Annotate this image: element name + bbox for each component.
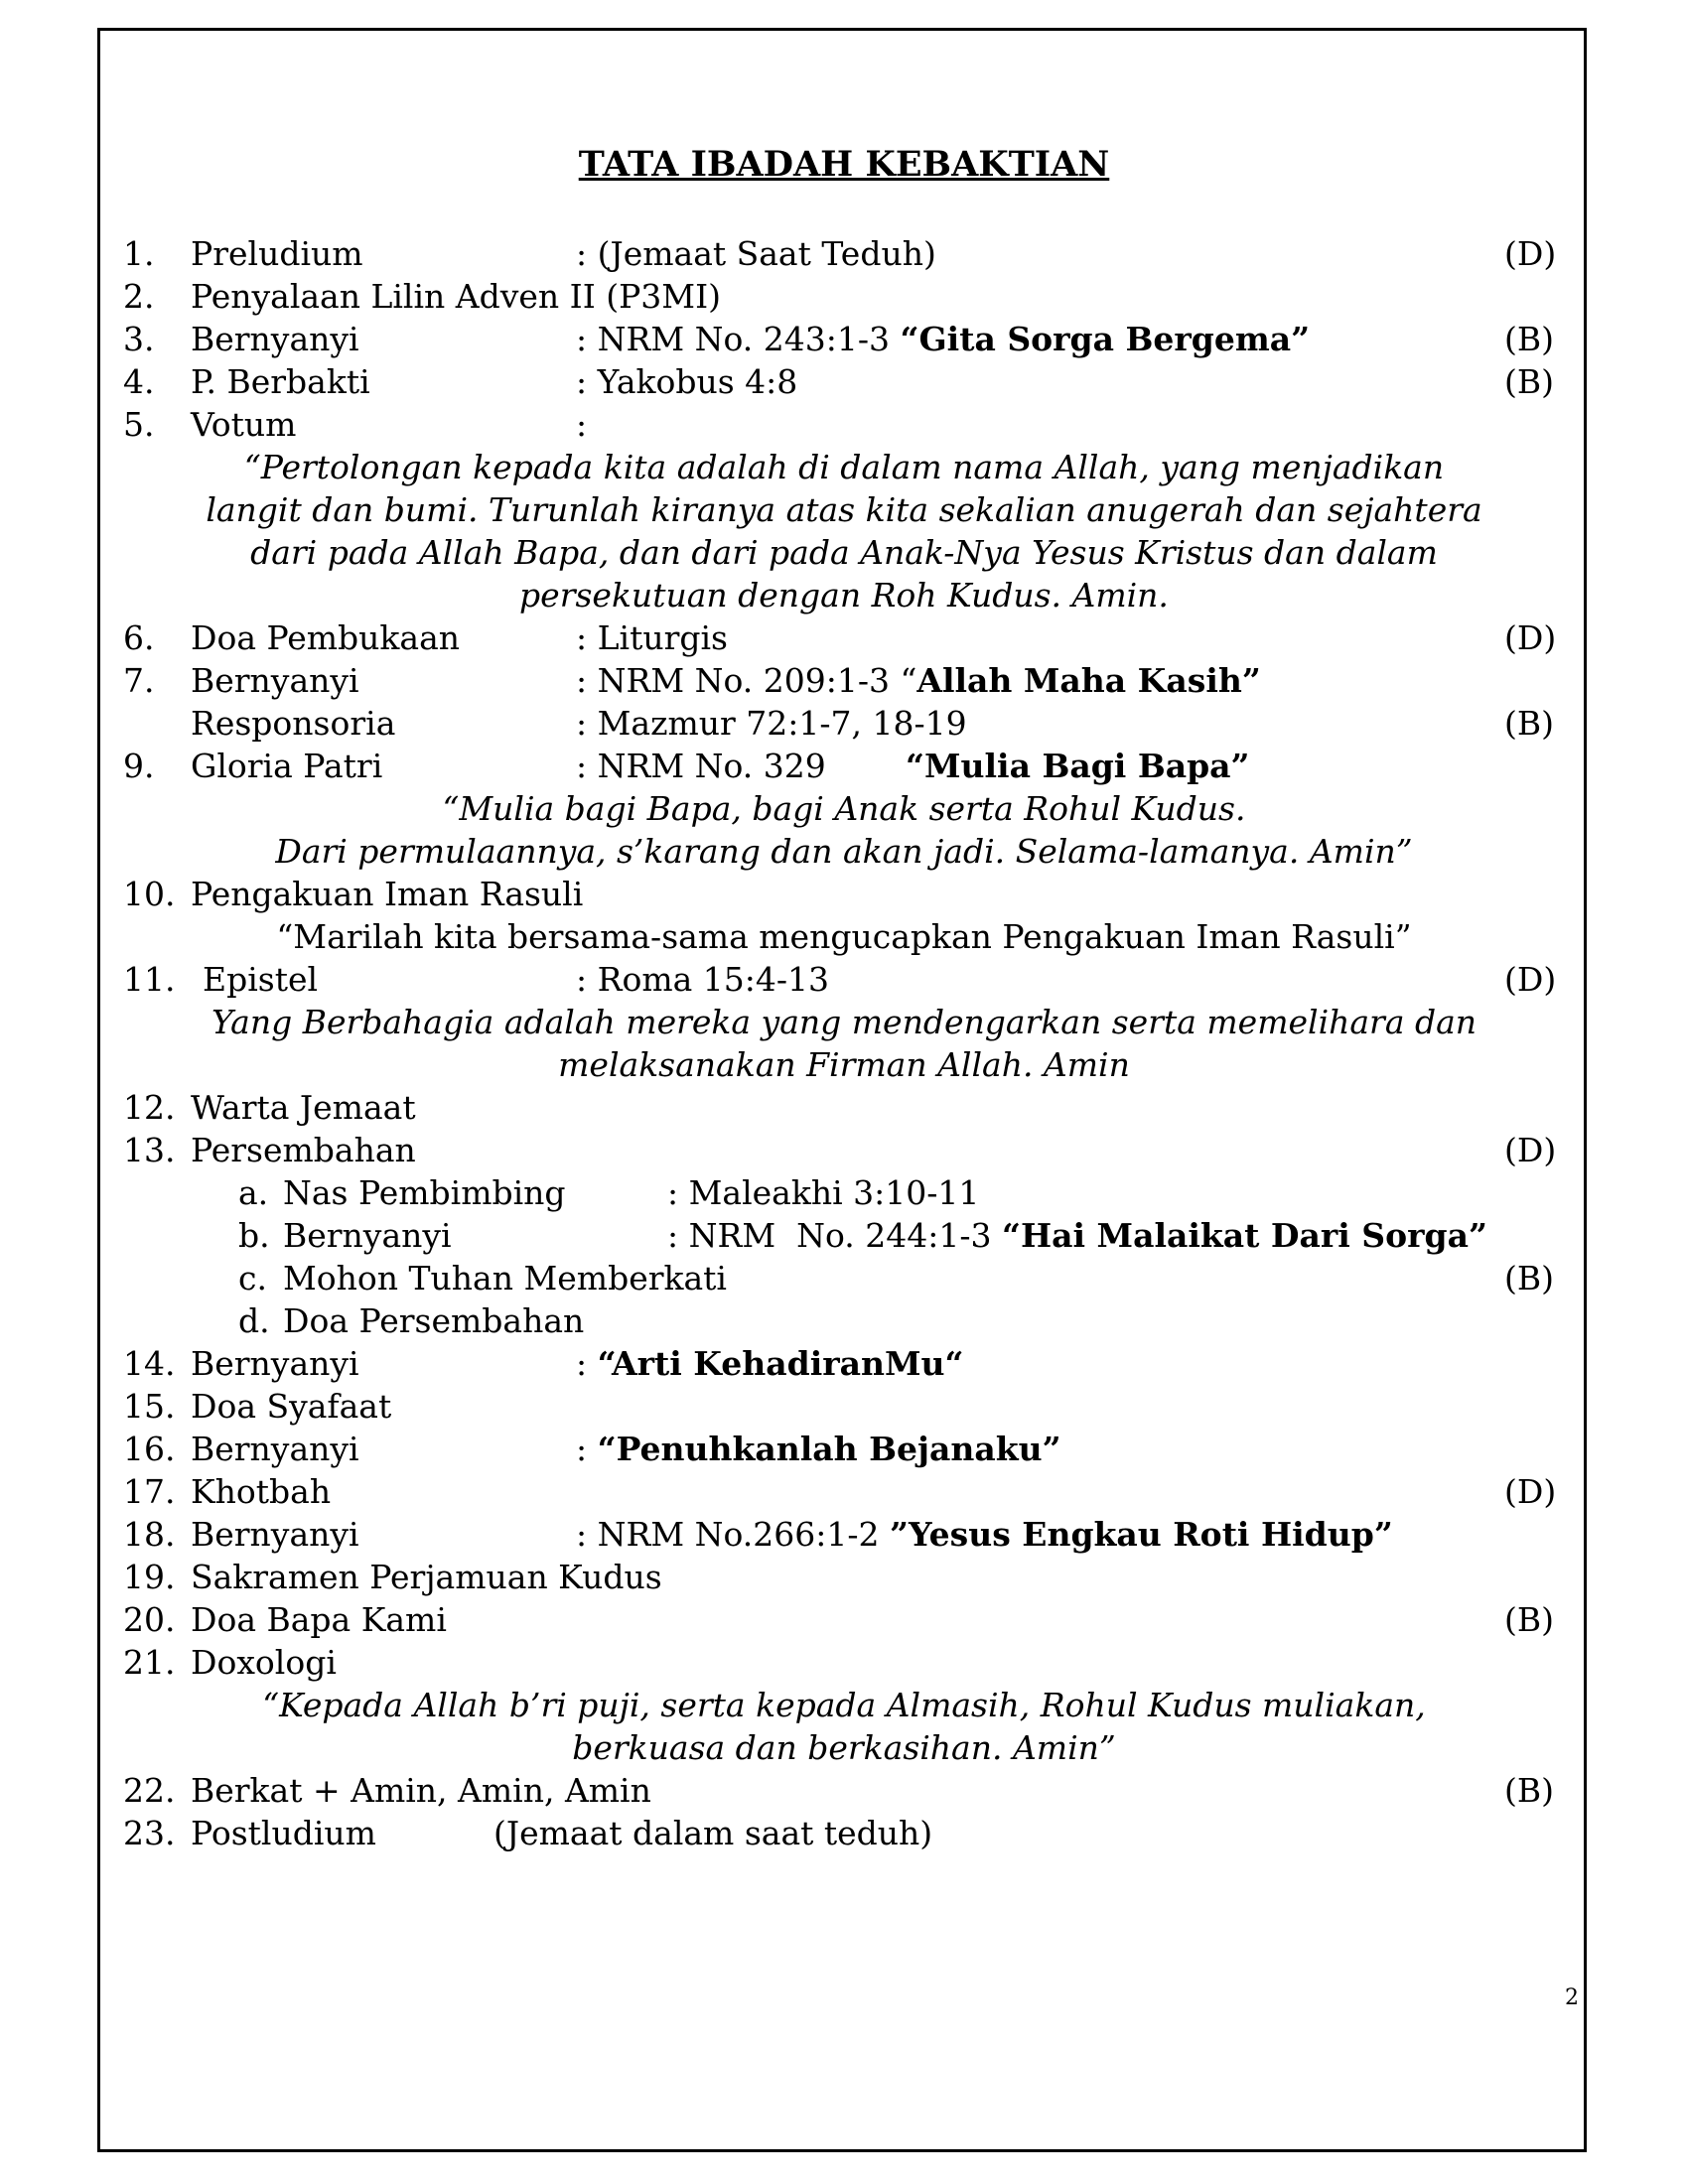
votum-text: persekutuan dengan Roh Kudus. Amin. xyxy=(519,576,1169,614)
votum-text: langit dan bumi. Turunlah kiranya atas kita sekalian anugerah dan sejahtera xyxy=(206,490,1482,529)
votum-line xyxy=(0,531,1688,574)
votum-line xyxy=(0,446,1688,488)
page-title: TATA IBADAH KEBAKTIAN xyxy=(578,144,1110,185)
item-number: 11. xyxy=(123,960,176,999)
list-item xyxy=(0,1428,1688,1470)
item-value: : Roma 15:4-13 xyxy=(576,960,830,999)
list-item xyxy=(0,318,1688,360)
liturgy-list xyxy=(0,232,1688,1860)
song-title: “Gita Sorga Bergema” xyxy=(900,320,1311,358)
sub-item xyxy=(0,1214,1688,1257)
song-title: “Arti KehadiranMu“ xyxy=(597,1344,964,1383)
item-number: 22. xyxy=(123,1771,176,1810)
item-label: Doa Syafaat xyxy=(191,1387,392,1426)
list-item xyxy=(0,403,1688,446)
doxology-line xyxy=(0,1684,1688,1726)
item-value: (Jemaat dalam saat teduh) xyxy=(493,1814,933,1852)
item-value-group xyxy=(576,318,1310,360)
item-number: 17. xyxy=(123,1472,176,1511)
item-value: : Liturgis xyxy=(576,618,728,657)
sub-item-value: : Maleakhi 3:10-11 xyxy=(667,1173,980,1212)
sub-item-label: Nas Pembimbing xyxy=(283,1173,566,1212)
item-mark: (B) xyxy=(1504,1771,1554,1810)
item-mark: (B) xyxy=(1504,320,1554,358)
item-number: 6. xyxy=(123,618,155,657)
item-number: 21. xyxy=(123,1643,176,1682)
item-label: Doa Pembukaan xyxy=(191,618,461,657)
item-value: : xyxy=(576,1430,598,1468)
item-number: 16. xyxy=(123,1430,176,1468)
item-number: 9. xyxy=(123,747,155,785)
item-number: 15. xyxy=(123,1387,176,1426)
item-label: Bernyanyi xyxy=(191,1344,359,1383)
list-item xyxy=(0,1342,1688,1385)
item-mark: (D) xyxy=(1504,960,1557,999)
item-label: Epistel xyxy=(203,960,319,999)
item-label: Preludium xyxy=(191,234,363,273)
doxology-line xyxy=(0,1726,1688,1769)
item-label: Doa Bapa Kami xyxy=(191,1600,447,1639)
item-label: Votum xyxy=(191,405,297,444)
item-value-group xyxy=(576,1428,1061,1470)
item-mark: (B) xyxy=(1504,704,1554,743)
sub-item xyxy=(0,1299,1688,1342)
item-number: 5. xyxy=(123,405,155,444)
item-label: Responsoria xyxy=(191,704,396,743)
sub-item-label: Doa Persembahan xyxy=(283,1301,585,1340)
votum-text: “Pertolongan kepada kita adalah di dalam nama Allah, yang menjadikan xyxy=(243,448,1445,486)
doxology-text: berkuasa dan berkasihan. Amin” xyxy=(572,1728,1116,1767)
song-title: “Mulia Bagi Bapa” xyxy=(906,747,1250,785)
item-value: : NRM No.266:1-2 xyxy=(576,1515,890,1554)
item-value: : NRM No. 329 xyxy=(576,747,826,785)
list-item xyxy=(0,873,1688,915)
item-label: Postludium xyxy=(191,1814,376,1852)
list-item xyxy=(0,616,1688,659)
item-value-group xyxy=(576,1342,964,1385)
item-label: Bernyanyi xyxy=(191,320,359,358)
sub-item-letter: d. xyxy=(238,1301,270,1340)
list-item xyxy=(0,1769,1688,1812)
sub-item-value-group xyxy=(667,1214,1487,1257)
votum-line xyxy=(0,574,1688,616)
item-mark: (B) xyxy=(1504,362,1554,401)
list-item xyxy=(0,1598,1688,1641)
item-label: Bernyanyi xyxy=(191,1430,359,1468)
list-item xyxy=(0,1470,1688,1513)
list-item xyxy=(0,1641,1688,1684)
item-value: : xyxy=(576,1344,598,1383)
item-label: Bernyanyi xyxy=(191,1515,359,1554)
epistle-line xyxy=(0,1043,1688,1086)
item-label: Penyalaan Lilin Adven II (P3MI) xyxy=(191,277,721,316)
sub-item-label: Bernyanyi xyxy=(283,1216,452,1255)
gloria-text: “Mulia bagi Bapa, bagi Anak serta Rohul Kudus. xyxy=(442,789,1246,828)
item-mark: (D) xyxy=(1504,1472,1557,1511)
item-number: 1. xyxy=(123,234,155,273)
list-item xyxy=(0,232,1688,275)
item-label: Warta Jemaat xyxy=(191,1088,416,1127)
sub-item-letter: a. xyxy=(238,1173,269,1212)
item-value: : Yakobus 4:8 xyxy=(576,362,798,401)
item-label: Gloria Patri xyxy=(191,747,383,785)
song-title: ”Yesus Engkau Roti Hidup” xyxy=(890,1515,1393,1554)
list-item xyxy=(0,1513,1688,1556)
item-label: Pengakuan Iman Rasuli xyxy=(191,875,584,913)
item-value: : NRM No. 243:1-3 xyxy=(576,320,901,358)
item-value-group xyxy=(576,1513,1393,1556)
song-title: “Hai Malaikat Dari Sorga” xyxy=(1001,1216,1487,1255)
item-number: 3. xyxy=(123,320,155,358)
item-number: 23. xyxy=(123,1814,176,1852)
item-number: 2. xyxy=(123,277,155,316)
item-number: 12. xyxy=(123,1088,176,1127)
item-label: P. Berbakti xyxy=(191,362,370,401)
gloria-line xyxy=(0,830,1688,873)
item-value: : Mazmur 72:1-7, 18-19 xyxy=(576,704,967,743)
item-value: : NRM No. 209:1-3 “ xyxy=(576,661,917,700)
item-number: 4. xyxy=(123,362,155,401)
item-number: 13. xyxy=(123,1131,176,1169)
item-label: Sakramen Perjamuan Kudus xyxy=(191,1558,662,1596)
item-mark: (D) xyxy=(1504,234,1557,273)
item-number: 7. xyxy=(123,661,155,700)
item-label: Khotbah xyxy=(191,1472,332,1511)
creed-line xyxy=(0,915,1688,958)
sub-item xyxy=(0,1171,1688,1214)
list-item xyxy=(0,659,1688,702)
item-mark: (D) xyxy=(1504,618,1557,657)
list-item xyxy=(0,1129,1688,1171)
epistle-text: melaksanakan Firman Allah. Amin xyxy=(558,1045,1130,1084)
item-value: : xyxy=(576,405,588,444)
item-mark: (B) xyxy=(1504,1259,1554,1297)
item-number: 20. xyxy=(123,1600,176,1639)
item-label: Berkat + Amin, Amin, Amin xyxy=(191,1771,651,1810)
list-item xyxy=(0,360,1688,403)
epistle-line xyxy=(0,1001,1688,1043)
sub-item-label: Mohon Tuhan Memberkati xyxy=(283,1259,727,1297)
votum-line xyxy=(0,488,1688,531)
item-mark: (B) xyxy=(1504,1600,1554,1639)
page-number: 2 xyxy=(1565,1985,1579,2010)
item-number: 19. xyxy=(123,1558,176,1596)
list-item xyxy=(0,958,1688,1001)
sub-item-letter: b. xyxy=(238,1216,270,1255)
item-number: 10. xyxy=(123,875,176,913)
list-item xyxy=(0,1812,1688,1854)
item-label: Persembahan xyxy=(191,1131,416,1169)
item-value: : (Jemaat Saat Teduh) xyxy=(576,234,936,273)
item-mark: (D) xyxy=(1504,1131,1557,1169)
list-item xyxy=(0,1556,1688,1598)
gloria-text: Dari permulaannya, s’karang dan akan jadi. Selama-lamanya. Amin” xyxy=(275,832,1413,871)
item-label: Doxologi xyxy=(191,1643,337,1682)
song-title: “Penuhkanlah Bejanaku” xyxy=(597,1430,1061,1468)
doxology-text: “Kepada Allah b’ri puji, serta kepada Almasih, Rohul Kudus muliakan, xyxy=(262,1686,1426,1724)
creed-text: “Marilah kita bersama-sama mengucapkan Pengakuan Iman Rasuli” xyxy=(276,917,1412,956)
sub-item-letter: c. xyxy=(238,1259,267,1297)
list-item xyxy=(0,1385,1688,1428)
sub-item-value: : NRM No. 244:1-3 xyxy=(667,1216,1002,1255)
votum-text: dari pada Allah Bapa, dan dari pada Anak-Nya Yesus Kristus dan dalam xyxy=(250,533,1438,572)
item-number: 18. xyxy=(123,1515,176,1554)
list-item xyxy=(0,702,1688,745)
song-title: Allah Maha Kasih” xyxy=(916,661,1261,700)
gloria-line xyxy=(0,787,1688,830)
list-item xyxy=(0,745,1688,787)
item-number: 14. xyxy=(123,1344,176,1383)
list-item xyxy=(0,1086,1688,1129)
epistle-text: Yang Berbahagia adalah mereka yang mendengarkan serta memelihara dan xyxy=(211,1003,1477,1041)
sub-item xyxy=(0,1257,1688,1299)
item-label: Bernyanyi xyxy=(191,661,359,700)
item-value-group xyxy=(576,659,1261,702)
list-item xyxy=(0,275,1688,318)
